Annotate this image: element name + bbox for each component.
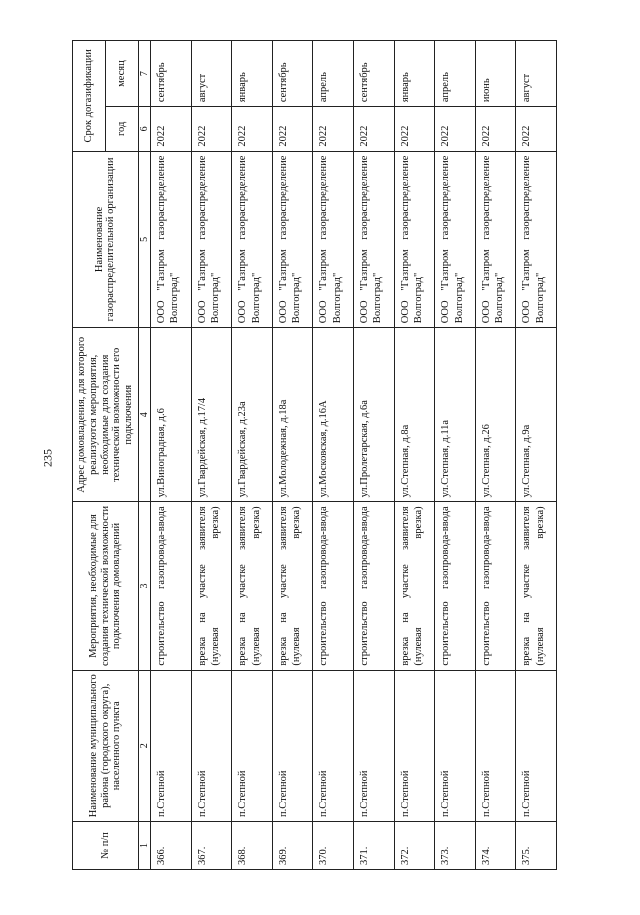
row-settlement: п.Степной bbox=[394, 670, 435, 821]
row-year: 2022 bbox=[191, 107, 232, 151]
row-month: январь bbox=[394, 41, 435, 107]
header-address: Адрес домовладения, для которого реализуются мероприятия, необходимые для создания технической возможности его подключения bbox=[73, 328, 139, 502]
header-num: № п/п bbox=[73, 821, 139, 869]
row-year: 2022 bbox=[272, 107, 313, 151]
header-org: Наименование газораспределительной организации bbox=[73, 151, 139, 328]
table-row bbox=[516, 41, 557, 870]
row-number: 373. bbox=[435, 821, 476, 869]
row-number: 370. bbox=[313, 821, 354, 869]
row-settlement: п.Степной bbox=[272, 670, 313, 821]
table-row bbox=[435, 41, 476, 870]
row-org: ООО "Газпром газораспределение Волгоград" bbox=[435, 151, 476, 328]
table-row bbox=[475, 41, 516, 870]
row-settlement: п.Степной bbox=[232, 670, 273, 821]
row-settlement: п.Степной bbox=[516, 670, 557, 821]
row-address: ул.Виноградная, д.6 bbox=[150, 328, 191, 502]
row-measure: врезка на участке заявителя (нулевая врезка) bbox=[516, 502, 557, 670]
row-number: 369. bbox=[272, 821, 313, 869]
col-number: 5 bbox=[138, 151, 150, 328]
page-number: 235 bbox=[40, 449, 55, 467]
row-org: ООО "Газпром газораспределение Волгоград" bbox=[353, 151, 394, 328]
row-address: ул.Пролетарская, д.6а bbox=[353, 328, 394, 502]
row-number: 372. bbox=[394, 821, 435, 869]
row-month: август bbox=[191, 41, 232, 107]
table-row bbox=[394, 41, 435, 870]
column-numbers-row bbox=[138, 41, 150, 870]
col-number: 1 bbox=[138, 821, 150, 869]
row-settlement: п.Степной bbox=[475, 670, 516, 821]
row-org: ООО "Газпром газораспределение Волгоград" bbox=[313, 151, 354, 328]
row-month: август bbox=[516, 41, 557, 107]
row-settlement: п.Степной bbox=[435, 670, 476, 821]
table-row bbox=[313, 41, 354, 870]
row-month: июнь bbox=[475, 41, 516, 107]
row-measure: строительство газопровода-ввода bbox=[475, 502, 516, 670]
header-deadline: Срок догазификации bbox=[73, 41, 106, 152]
row-settlement: п.Степной bbox=[150, 670, 191, 821]
header-year: год bbox=[105, 107, 138, 151]
col-number: 3 bbox=[138, 502, 150, 670]
row-address: ул.Степная, д.9а bbox=[516, 328, 557, 502]
row-measure: строительство газопровода-ввода bbox=[435, 502, 476, 670]
row-year: 2022 bbox=[475, 107, 516, 151]
row-address: ул.Молодежная, д.18а bbox=[272, 328, 313, 502]
table-row bbox=[232, 41, 273, 870]
header-month: месяц bbox=[105, 41, 138, 107]
row-number: 366. bbox=[150, 821, 191, 869]
row-year: 2022 bbox=[353, 107, 394, 151]
header-district: Наименование муниципального района (городского округа), населенного пункта bbox=[73, 670, 139, 821]
row-settlement: п.Степной bbox=[353, 670, 394, 821]
row-measure: строительство газопровода-ввода bbox=[313, 502, 354, 670]
row-org: ООО "Газпром газораспределение Волгоград" bbox=[232, 151, 273, 328]
row-month: сентябрь bbox=[150, 41, 191, 107]
row-month: сентябрь bbox=[272, 41, 313, 107]
row-number: 375. bbox=[516, 821, 557, 869]
row-org: ООО "Газпром газораспределение Волгоград" bbox=[475, 151, 516, 328]
rotated-page bbox=[72, 40, 602, 870]
col-number: 4 bbox=[138, 328, 150, 502]
row-month: апрель bbox=[313, 41, 354, 107]
row-measure: строительство газопровода-ввода bbox=[150, 502, 191, 670]
col-number: 6 bbox=[138, 107, 150, 151]
row-settlement: п.Степной bbox=[191, 670, 232, 821]
table-row bbox=[191, 41, 232, 870]
col-number: 2 bbox=[138, 670, 150, 821]
row-org: ООО "Газпром газораспределение Волгоград" bbox=[150, 151, 191, 328]
table-row bbox=[272, 41, 313, 870]
row-address: ул.Гвардейская, д.17/4 bbox=[191, 328, 232, 502]
row-year: 2022 bbox=[232, 107, 273, 151]
row-month: январь bbox=[232, 41, 273, 107]
row-year: 2022 bbox=[435, 107, 476, 151]
gasification-table bbox=[72, 40, 557, 870]
row-address: ул.Московская, д.16А bbox=[313, 328, 354, 502]
row-measure: врезка на участке заявителя (нулевая врезка) bbox=[272, 502, 313, 670]
row-number: 374. bbox=[475, 821, 516, 869]
row-number: 371. bbox=[353, 821, 394, 869]
row-measure: врезка на участке заявителя (нулевая врезка) bbox=[394, 502, 435, 670]
table-body bbox=[150, 41, 556, 870]
row-year: 2022 bbox=[516, 107, 557, 151]
row-month: сентябрь bbox=[353, 41, 394, 107]
row-number: 368. bbox=[232, 821, 273, 869]
row-org: ООО "Газпром газораспределение Волгоград" bbox=[516, 151, 557, 328]
row-address: ул.Степная, д.11а bbox=[435, 328, 476, 502]
row-year: 2022 bbox=[313, 107, 354, 151]
row-address: ул.Степная, д.26 bbox=[475, 328, 516, 502]
table-row bbox=[150, 41, 191, 870]
row-org: ООО "Газпром газораспределение Волгоград" bbox=[394, 151, 435, 328]
row-measure: строительство газопровода-ввода bbox=[353, 502, 394, 670]
col-number: 7 bbox=[138, 41, 150, 107]
row-address: ул.Степная, д.8а bbox=[394, 328, 435, 502]
row-org: ООО "Газпром газораспределение Волгоград" bbox=[191, 151, 232, 328]
row-number: 367. bbox=[191, 821, 232, 869]
row-address: ул.Гвардейская, д.23а bbox=[232, 328, 273, 502]
row-measure: врезка на участке заявителя (нулевая врезка) bbox=[232, 502, 273, 670]
header-measures: Мероприятия, необходимые для создания технической возможности подключения домовладений bbox=[73, 502, 139, 670]
table-row bbox=[353, 41, 394, 870]
row-year: 2022 bbox=[394, 107, 435, 151]
row-measure: врезка на участке заявителя (нулевая врезка) bbox=[191, 502, 232, 670]
row-settlement: п.Степной bbox=[313, 670, 354, 821]
row-month: апрель bbox=[435, 41, 476, 107]
row-org: ООО "Газпром газораспределение Волгоград" bbox=[272, 151, 313, 328]
row-year: 2022 bbox=[150, 107, 191, 151]
